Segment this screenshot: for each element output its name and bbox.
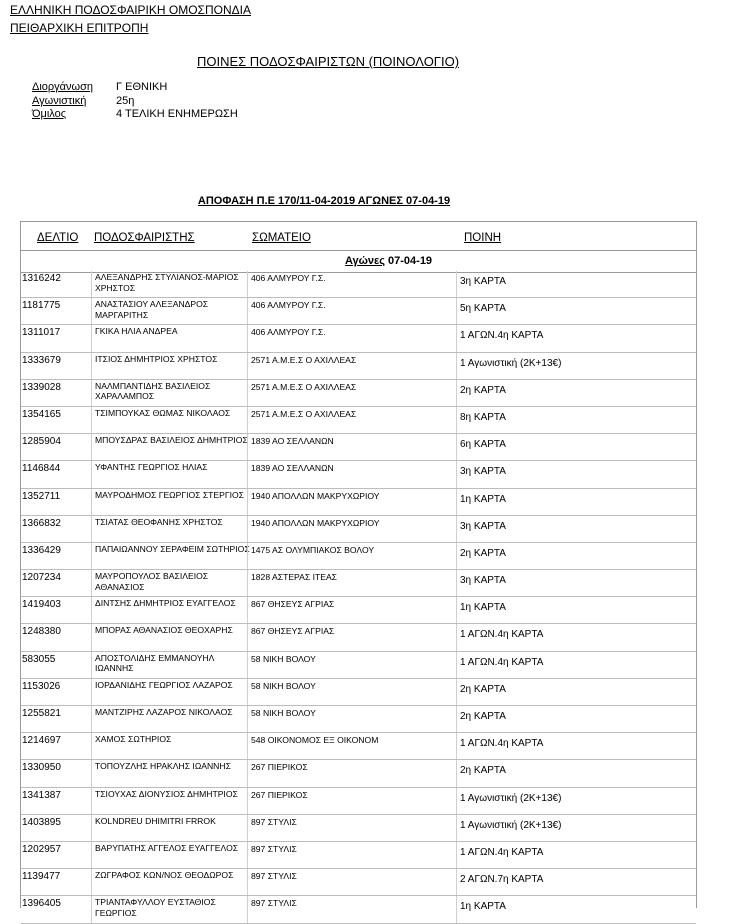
group-value: 4 ΤΕΛΙΚΗ ΕΝΗΜΕΡΩΣΗ bbox=[116, 108, 238, 120]
row-penalty: 1 Αγωνιστική (2Κ+13€) bbox=[456, 353, 700, 379]
row-penalty: 1 ΑΓΩΝ.4η ΚΑΡΤΑ bbox=[456, 325, 700, 351]
row-penalty: 3η ΚΑΡΤΑ bbox=[456, 570, 700, 596]
row-player: ΔΙΝΤΣΗΣ ΔΗΜΗΤΡΙΟΣ ΕΥΑΓΓΕΛΟΣ bbox=[91, 597, 250, 623]
row-club: 406 ΑΛΜΥΡΟΥ Γ.Σ. bbox=[247, 298, 459, 324]
row-player: ΥΦΑΝΤΗΣ ΓΕΩΡΓΙΟΣ ΗΛΙΑΣ bbox=[91, 461, 250, 487]
row-penalty: 2η ΚΑΡΤΑ bbox=[456, 380, 700, 406]
row-player: ΓΚΙΚΑ ΗΛΙΑ ΑΝΔΡΕΑ bbox=[91, 325, 250, 351]
organization-name: ΕΛΛΗΝΙΚΗ ΠΟΔΟΣΦΑΙΡΙΚΗ ΟΜΟΣΠΟΝΔΙΑ bbox=[10, 3, 251, 17]
row-player: ΜΑΝΤΖΙΡΗΣ ΛΑΖΑΡΟΣ ΝΙΚΟΛΑΟΣ bbox=[91, 706, 250, 732]
row-player: ΑΝΑΣΤΑΣΙΟΥ ΑΛΕΞΑΝΔΡΟΣ ΜΑΡΓΑΡΙΤΗΣ bbox=[91, 298, 250, 324]
row-id: 1366832 bbox=[22, 517, 61, 529]
row-player: ΖΩΓΡΑΦΟΣ ΚΩΝ/ΝΟΣ ΘΕΟΔΩΡΟΣ bbox=[91, 869, 250, 895]
row-id: 1336429 bbox=[22, 544, 61, 556]
row-penalty: 2 ΑΓΩΝ.7η ΚΑΡΤΑ bbox=[456, 869, 700, 895]
matchday-value: 25η bbox=[116, 95, 135, 107]
row-player: ΑΠΟΣΤΟΛΙΔΗΣ ΕΜΜΑΝΟΥΗΛ ΙΩΑΝΝΗΣ bbox=[91, 652, 250, 678]
row-club: 58 ΝΙΚΗ ΒΟΛΟΥ bbox=[247, 652, 459, 678]
penalties-table bbox=[20, 221, 697, 918]
table-row bbox=[21, 679, 696, 706]
row-penalty: 1 ΑΓΩΝ.4η ΚΑΡΤΑ bbox=[456, 842, 700, 868]
row-player: ΤΡΙΑΝΤΑΦΥΛΛΟΥ ΕΥΣΤΑΘΙΟΣ ΓΕΩΡΓΙΟΣ bbox=[91, 896, 250, 922]
row-club: 897 ΣΤΥΛΙΣ bbox=[247, 896, 459, 922]
table-row bbox=[21, 842, 696, 869]
row-player: ΜΑΥΡΟΠΟΥΛΟΣ ΒΑΣΙΛΕΙΟΣ ΑΘΑΝΑΣΙΟΣ bbox=[91, 570, 250, 596]
row-id: 1214697 bbox=[22, 735, 61, 747]
row-id: 1248380 bbox=[22, 626, 61, 638]
row-penalty: 6η ΚΑΡΤΑ bbox=[456, 434, 700, 460]
group-word: Αγώνες bbox=[344, 255, 385, 267]
row-penalty: 1 ΑΓΩΝ.4η ΚΑΡΤΑ bbox=[456, 652, 700, 678]
table-row bbox=[21, 706, 696, 733]
row-penalty: 1η ΚΑΡΤΑ bbox=[456, 489, 700, 515]
row-id: 1403895 bbox=[22, 816, 61, 828]
row-club: 1940 ΑΠΟΛΛΩΝ ΜΑΚΡΥΧΩΡΙΟΥ bbox=[247, 489, 459, 515]
row-penalty: 3η ΚΑΡΤΑ bbox=[456, 461, 700, 487]
row-player: KOLNDREU DHIMITRI FRROK bbox=[91, 815, 250, 841]
group-row bbox=[21, 250, 696, 273]
row-club: 548 ΟΙΚΟΝΟΜΟΣ ΕΞ ΟΙΚΟΝΟΜ bbox=[247, 733, 459, 759]
row-id: 1341387 bbox=[22, 789, 61, 801]
row-player: ΤΣΙΜΠΟΥΚΑΣ ΘΩΜΑΣ ΝΙΚΟΛΑΟΣ bbox=[91, 407, 250, 433]
table-row bbox=[21, 760, 696, 787]
header-penalty: ΠΟΙΝΗ bbox=[464, 232, 502, 244]
row-id: 583055 bbox=[22, 653, 56, 665]
table-row bbox=[21, 325, 696, 352]
row-penalty: 1 Αγωνιστική (2Κ+13€) bbox=[456, 788, 700, 814]
row-club: 2571 Α.Μ.Ε.Σ Ο ΑΧΙΛΛΕΑΣ bbox=[247, 380, 459, 406]
table-row bbox=[21, 543, 696, 570]
row-club: 867 ΘΗΣΕΥΣ ΑΓΡΙΑΣ bbox=[247, 597, 459, 623]
table-row bbox=[21, 489, 696, 516]
row-player: ΙΤΣΙΟΣ ΔΗΜΗΤΡΙΟΣ ΧΡΗΣΤΟΣ bbox=[91, 353, 250, 379]
row-penalty: 1η ΚΑΡΤΑ bbox=[456, 597, 700, 623]
row-penalty: 3η ΚΑΡΤΑ bbox=[456, 271, 700, 297]
table-row bbox=[21, 652, 696, 679]
row-club: 58 ΝΙΚΗ ΒΟΛΟΥ bbox=[247, 706, 459, 732]
table-row bbox=[21, 624, 696, 651]
row-club: 1828 ΑΣΤΕΡΑΣ ΙΤΕΑΣ bbox=[247, 570, 459, 596]
table-row bbox=[21, 380, 696, 407]
row-id: 1139477 bbox=[22, 871, 61, 883]
row-player: ΜΑΥΡΟΔΗΜΟΣ ΓΕΩΡΓΙΟΣ ΣΤΕΡΓΙΟΣ bbox=[91, 489, 250, 515]
table-row bbox=[21, 597, 696, 624]
row-club: 2571 Α.Μ.Ε.Σ Ο ΑΧΙΛΛΕΑΣ bbox=[247, 407, 459, 433]
row-club: 1839 ΑΟ ΣΕΛΛΑΝΩΝ bbox=[247, 434, 459, 460]
table-row bbox=[21, 570, 696, 597]
row-player: ΜΠΟΥΣΔΡΑΣ ΒΑΣΙΛΕΙΟΣ ΔΗΜΗΤΡΙΟΣ bbox=[91, 434, 250, 460]
row-club: 897 ΣΤΥΛΙΣ bbox=[247, 842, 459, 868]
row-penalty: 2η ΚΑΡΤΑ bbox=[456, 679, 700, 705]
table-row bbox=[21, 896, 696, 923]
row-club: 2571 Α.Μ.Ε.Σ Ο ΑΧΙΛΛΕΑΣ bbox=[247, 353, 459, 379]
organizer-value: Γ ΕΘΝΙΚΗ bbox=[116, 81, 168, 93]
table-row bbox=[21, 298, 696, 325]
header-player: ΠΟΔΟΣΦΑΙΡΙΣΤΗΣ bbox=[94, 232, 195, 244]
row-penalty: 1η ΚΑΡΤΑ bbox=[456, 896, 700, 922]
row-player: ΑΛΕΞΑΝΔΡΗΣ ΣΤΥΛΙΑΝΟΣ-ΜΑΡΙΟΣ ΧΡΗΣΤΟΣ bbox=[91, 271, 250, 297]
committee-name: ΠΕΙΘΑΡΧΙΚΗ ΕΠΙΤΡΟΠΗ bbox=[10, 21, 149, 35]
row-id: 1352711 bbox=[22, 490, 61, 502]
row-id: 1146844 bbox=[22, 463, 61, 475]
row-club: 1475 ΑΣ ΟΛΥΜΠΙΑΚΟΣ ΒΟΛΟΥ bbox=[247, 543, 459, 569]
table-row bbox=[21, 271, 696, 298]
row-id: 1354165 bbox=[22, 408, 61, 420]
document-title: ΠΟΙΝΕΣ ΠΟΔΟΣΦΑΙΡΙΣΤΩΝ (ΠΟΙΝΟΛΟΓΙΟ) bbox=[196, 54, 460, 69]
row-player: ΒΑΡΥΠΑΤΗΣ ΑΓΓΕΛΟΣ ΕΥΑΓΓΕΛΟΣ bbox=[91, 842, 250, 868]
group-date: 07-04-19 bbox=[388, 255, 433, 267]
row-id: 1419403 bbox=[22, 599, 61, 611]
row-penalty: 1 ΑΓΩΝ.4η ΚΑΡΤΑ bbox=[456, 624, 700, 650]
row-id: 1202957 bbox=[22, 843, 61, 855]
table-row bbox=[21, 516, 696, 543]
decision-heading: ΑΠΟΦΑΣΗ Π.Ε 170/11-04-2019 ΑΓΩΝΕΣ 07-04-19 bbox=[197, 195, 451, 207]
group-label: Όμιλος bbox=[32, 108, 67, 120]
row-id: 1330950 bbox=[22, 762, 61, 774]
row-penalty: 1 ΑΓΩΝ.4η ΚΑΡΤΑ bbox=[456, 733, 700, 759]
row-club: 1839 ΑΟ ΣΕΛΛΑΝΩΝ bbox=[247, 461, 459, 487]
row-player: ΤΣΙΑΤΑΣ ΘΕΟΦΑΝΗΣ ΧΡΗΣΤΟΣ bbox=[91, 516, 250, 542]
row-id: 1333679 bbox=[22, 354, 61, 366]
row-id: 1207234 bbox=[22, 572, 61, 584]
row-player: ΜΠΟΡΑΣ ΑΘΑΝΑΣΙΟΣ ΘΕΟΧΑΡΗΣ bbox=[91, 624, 250, 650]
row-club: 897 ΣΤΥΛΙΣ bbox=[247, 815, 459, 841]
table-row bbox=[21, 353, 696, 380]
row-penalty: 2η ΚΑΡΤΑ bbox=[456, 760, 700, 786]
row-penalty: 2η ΚΑΡΤΑ bbox=[456, 706, 700, 732]
row-club: 867 ΘΗΣΕΥΣ ΑΓΡΙΑΣ bbox=[247, 624, 459, 650]
row-id: 1255821 bbox=[22, 708, 61, 719]
header-id: ΔΕΛΤΙΟ bbox=[37, 232, 79, 244]
row-club: 267 ΠΙΕΡΙΚΟΣ bbox=[247, 760, 459, 786]
row-player: ΧΑΜΟΣ ΣΩΤΗΡΙΟΣ bbox=[91, 733, 250, 759]
organizer-label: Διοργάνωση bbox=[32, 81, 94, 93]
row-penalty: 1 Αγωνιστική (2Κ+13€) bbox=[456, 815, 700, 841]
row-id: 1339028 bbox=[22, 381, 61, 393]
matchday-label: Αγωνιστική bbox=[32, 95, 87, 107]
row-id: 1153026 bbox=[22, 680, 61, 692]
row-penalty: 8η ΚΑΡΤΑ bbox=[456, 407, 700, 433]
row-club: 58 ΝΙΚΗ ΒΟΛΟΥ bbox=[247, 679, 459, 705]
row-player: ΤΣΙΟΥΧΑΣ ΔΙΟΝΥΣΙΟΣ ΔΗΜΗΤΡΙΟΣ bbox=[91, 788, 250, 814]
row-penalty: 3η ΚΑΡΤΑ bbox=[456, 516, 700, 542]
row-club: 406 ΑΛΜΥΡΟΥ Γ.Σ. bbox=[247, 271, 459, 297]
row-club: 1940 ΑΠΟΛΛΩΝ ΜΑΚΡΥΧΩΡΙΟΥ bbox=[247, 516, 459, 542]
table-row bbox=[21, 788, 696, 815]
header-club: ΣΩΜΑΤΕΙΟ bbox=[252, 232, 311, 244]
row-player: ΠΑΠΑΙΩΑΝΝΟΥ ΣΕΡΑΦΕΙΜ ΣΩΤΗΡΙΟΣ bbox=[91, 543, 250, 569]
row-club: 267 ΠΙΕΡΙΚΟΣ bbox=[247, 788, 459, 814]
row-id: 1396405 bbox=[22, 898, 61, 910]
table-row bbox=[21, 815, 696, 842]
row-player: ΤΟΠΟΥΖΛΗΣ ΗΡΑΚΛΗΣ ΙΩΑΝΝΗΣ bbox=[91, 760, 250, 786]
row-id: 1285904 bbox=[22, 436, 61, 448]
group-heading bbox=[21, 255, 756, 267]
table-row bbox=[21, 434, 696, 461]
table-row bbox=[21, 733, 696, 760]
row-id: 1311017 bbox=[22, 327, 61, 339]
table-body bbox=[21, 271, 696, 924]
row-penalty: 2η ΚΑΡΤΑ bbox=[456, 543, 700, 569]
row-id: 1181775 bbox=[22, 300, 61, 312]
table-row bbox=[21, 869, 696, 896]
row-player: ΝΑΛΜΠΑΝΤΙΔΗΣ ΒΑΣΙΛΕΙΟΣ ΧΑΡΑΛΑΜΠΟΣ bbox=[91, 380, 250, 406]
row-club: 406 ΑΛΜΥΡΟΥ Γ.Σ. bbox=[247, 325, 459, 351]
row-penalty: 5η ΚΑΡΤΑ bbox=[456, 298, 700, 324]
row-player: ΙΟΡΔΑΝΙΔΗΣ ΓΕΩΡΓΙΟΣ ΛΑΖΑΡΟΣ bbox=[91, 679, 250, 705]
row-id: 1316242 bbox=[22, 273, 61, 284]
table-row bbox=[21, 461, 696, 488]
row-club: 897 ΣΤΥΛΙΣ bbox=[247, 869, 459, 895]
table-row bbox=[21, 407, 696, 434]
